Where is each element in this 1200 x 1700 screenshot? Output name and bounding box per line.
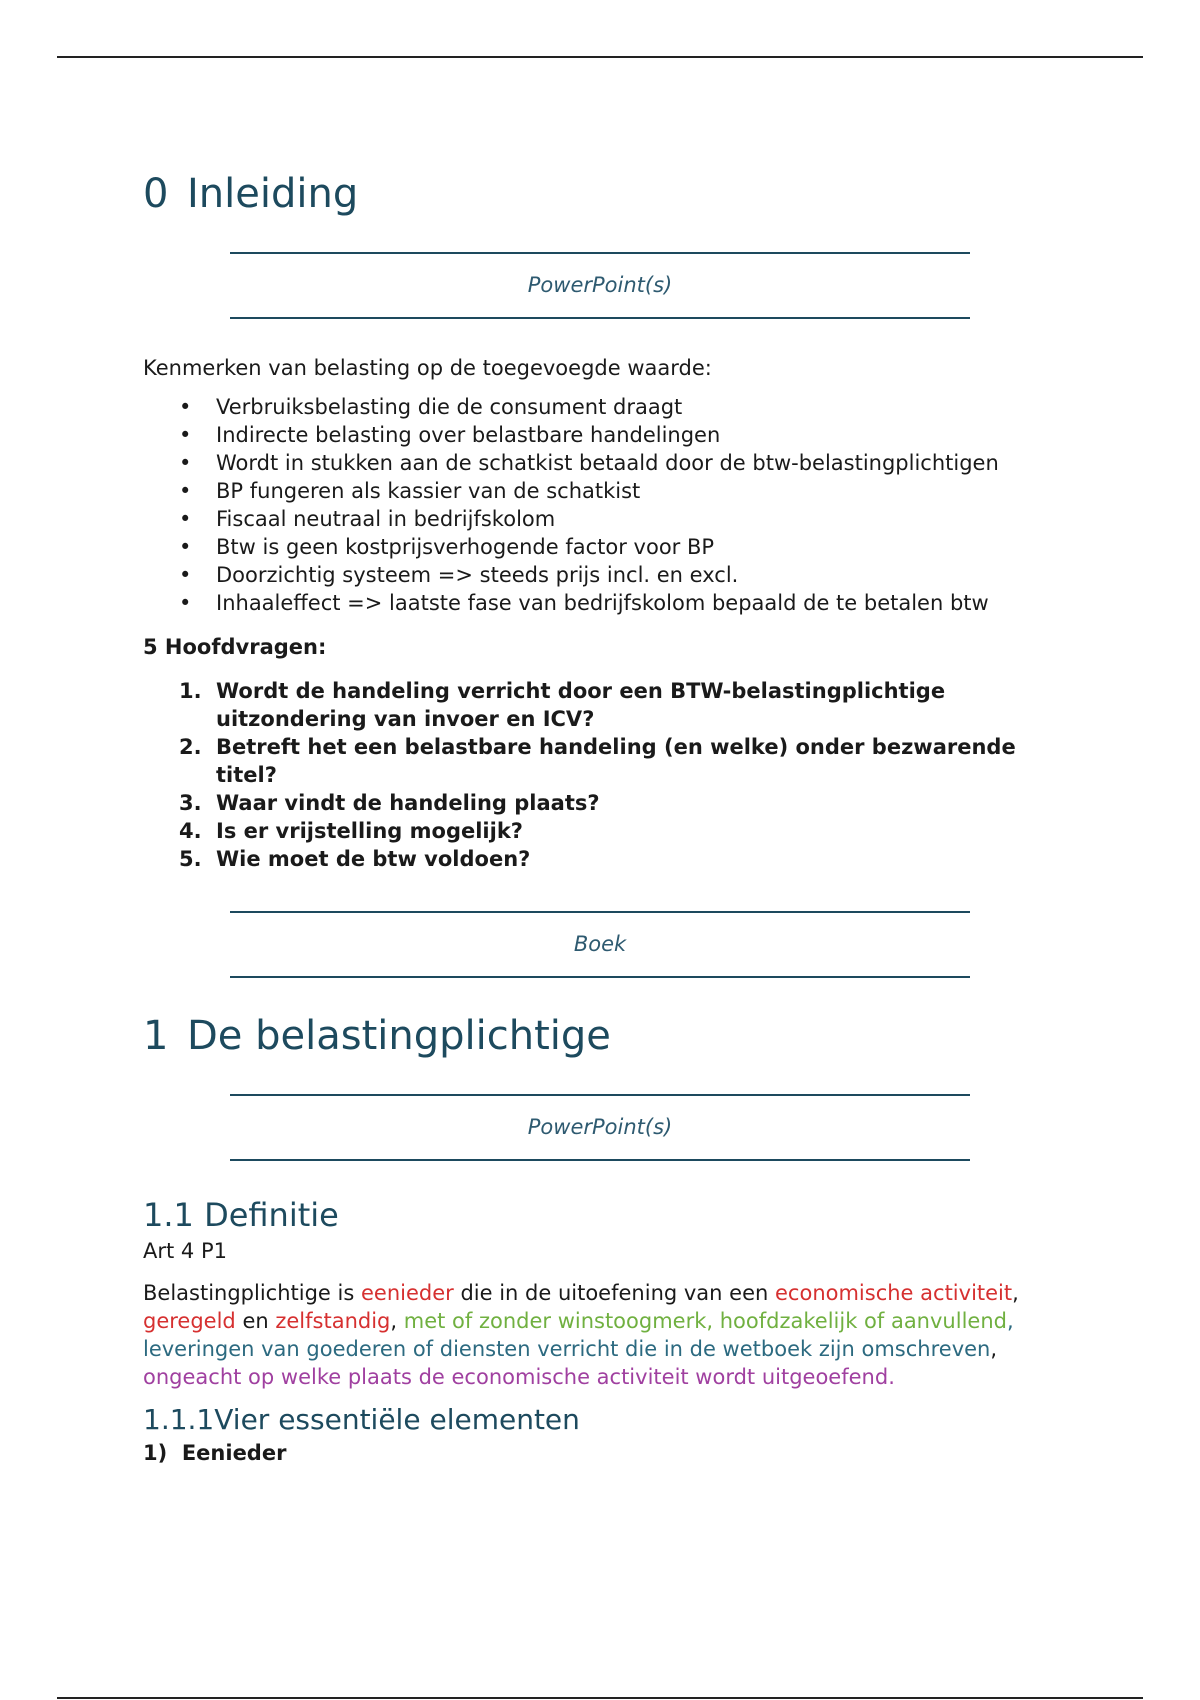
- list-item: • Fiscaal neutraal in bedrijfskolom: [143, 505, 1073, 533]
- definition-paragraph: Belastingplichtige is eenieder die in de uitoefening van een economische activiteit, geregeld en zelfstandig, met of zonder winstoogmerk, hoofdzakelijk of aanvullend, leveringen van goederen of diensten verricht die in de wetboek zijn omschreven, ongeacht op welke plaats de economische activiteit wordt uitgeoefend.: [143, 1281, 1019, 1389]
- subsection-heading: 1.1.1Vier essentiële elementen: [143, 1403, 580, 1436]
- document-body: [143, 170, 1073, 1467]
- page-bottom-rule: [57, 1697, 1143, 1699]
- list-item: • Inhaaleffect => laatste fase van bedrijfskolom bepaald de te betalen btw: [143, 589, 1073, 617]
- intro-paragraph: Kenmerken van belasting op de toegevoegde waarde:: [143, 356, 712, 380]
- article-reference: Art 4 P1: [143, 1239, 227, 1263]
- main-questions-list: [143, 677, 1073, 873]
- element-1-heading: 1) Eenieder: [143, 1441, 287, 1465]
- question-item: 3. Waar vindt de handeling plaats?: [179, 791, 600, 815]
- chapter-0-number: 0: [143, 171, 169, 217]
- question-item: 1. Wordt de handeling verricht door een BTW-belastingplichtige uitzondering van invoer en ICV?: [179, 679, 946, 731]
- chapter-0-heading: [143, 170, 1073, 218]
- chapter-1-heading: [143, 1012, 1073, 1060]
- chapter-1-number: 1: [143, 1013, 169, 1059]
- callout-powerpoint-1: PowerPoint(s): [230, 1094, 970, 1161]
- list-item: • Verbruiksbelasting die de consument draagt: [143, 393, 1073, 421]
- question-item: 4. Is er vrijstelling mogelijk?: [179, 819, 523, 843]
- chapter-0-title: Inleiding: [187, 171, 359, 217]
- list-item: • Wordt in stukken aan de schatkist betaald door de btw-belastingplichtigen: [143, 449, 1073, 477]
- list-item: • Doorzichtig systeem => steeds prijs incl. en excl.: [143, 561, 1073, 589]
- question-item: 2. Betreft het een belastbare handeling (en welke) onder bezwarende titel?: [179, 735, 1016, 787]
- questions-heading: 5 Hoofdvragen:: [143, 635, 327, 659]
- list-item: • Indirecte belasting over belastbare handelingen: [143, 421, 1073, 449]
- list-item: • Btw is geen kostprijsverhogende factor voor BP: [143, 533, 1073, 561]
- callout-powerpoint-0: PowerPoint(s): [230, 252, 970, 319]
- characteristics-list: [143, 393, 1073, 617]
- page-top-rule: [57, 56, 1143, 58]
- question-item: 5. Wie moet de btw voldoen?: [179, 847, 531, 871]
- list-item: • BP fungeren als kassier van de schatkist: [143, 477, 1073, 505]
- section-heading: 1.1 Definitie: [143, 1196, 339, 1234]
- chapter-1-title: De belastingplichtige: [187, 1013, 611, 1059]
- callout-book: Boek: [230, 911, 970, 978]
